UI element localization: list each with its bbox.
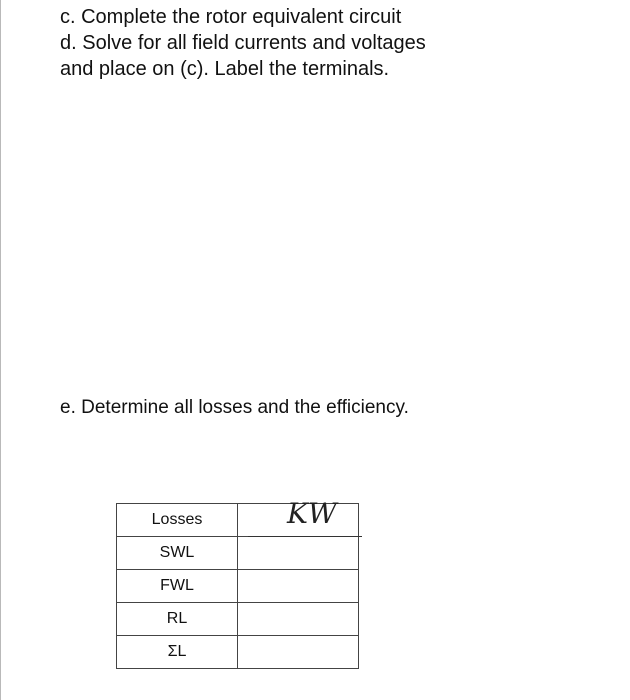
page-left-border [0, 0, 1, 700]
question-c-text: c. Complete the rotor equivalent circuit [60, 6, 402, 28]
swl-label-cell: SWL [117, 537, 238, 570]
rl-value-cell [238, 603, 359, 636]
question-e-text: e. Determine all losses and the efficiency. [60, 397, 409, 418]
table-row [117, 636, 359, 669]
unit-underline [248, 536, 362, 537]
losses-header-cell: Losses [117, 504, 238, 537]
swl-value-cell [238, 537, 359, 570]
table-row [117, 537, 359, 570]
total-losses-value-cell [238, 636, 359, 669]
handwritten-unit-label: KW [287, 497, 338, 530]
rl-label-cell: RL [117, 603, 238, 636]
fwl-label-cell: FWL [117, 570, 238, 603]
question-d-text-line1: d. Solve for all field currents and voltages [60, 32, 426, 54]
fwl-value-cell [238, 570, 359, 603]
table-row [117, 570, 359, 603]
total-losses-label-cell: ΣL [117, 636, 238, 669]
question-d-text-line2: and place on (c). Label the terminals. [60, 58, 390, 80]
table-row [117, 603, 359, 636]
